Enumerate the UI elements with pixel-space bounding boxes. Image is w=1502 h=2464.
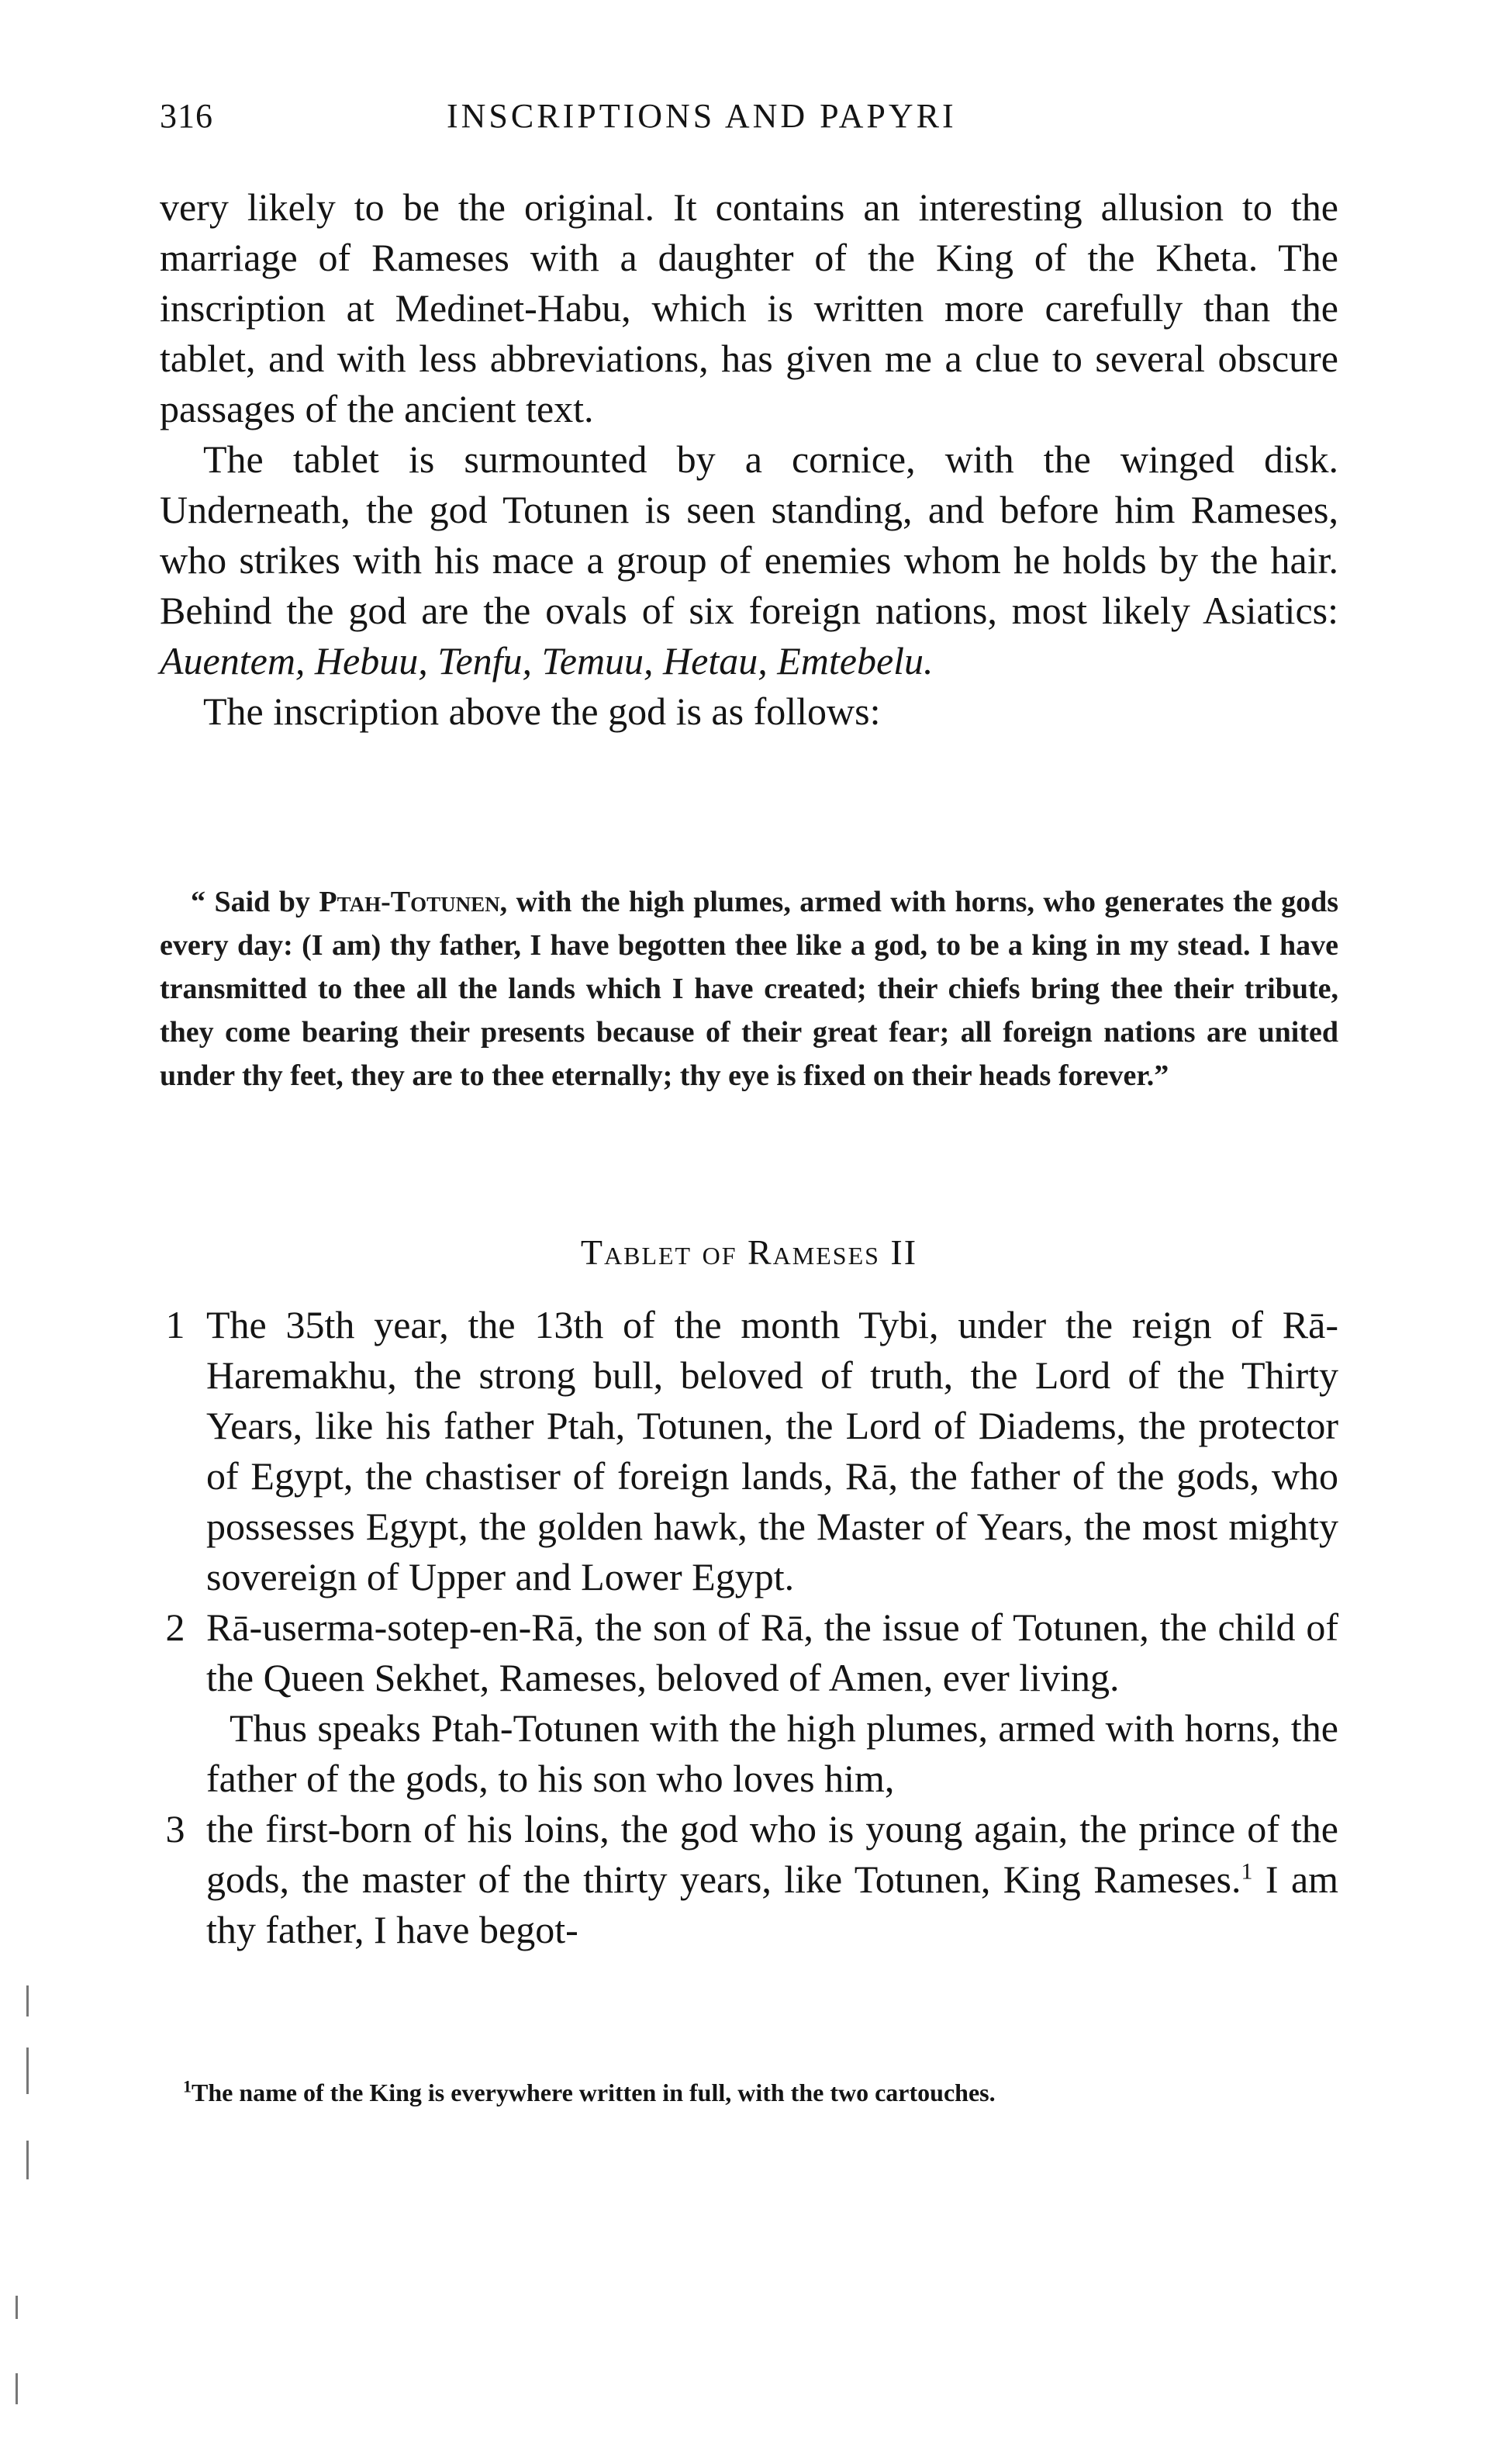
footnote-text: The name of the King is everywhere written in full, with the two cartouches. [192, 2079, 996, 2106]
verse-text: Rā-userma-sotep-en-Rā, the son of Rā, the issue of Totunen, the child of the Queen Sekhet, Rameses, beloved of Amen, ever living. [206, 1605, 1338, 1699]
verse-number: 3 [165, 1807, 185, 1851]
block-quote [160, 880, 1338, 1097]
body-text [160, 182, 1338, 737]
footnote-marker: 1 [183, 2076, 192, 2096]
verse-2 [160, 1602, 1338, 1703]
scan-mark [16, 2296, 18, 2319]
verse-2-continuation: Thus speaks Ptah-Totunen with the high plumes, armed with horns, the father of the gods, to his son who loves him, [206, 1706, 1338, 1800]
verse-text: The 35th year, the 13th of the month Tybi, under the reign of Rā-Haremakhu, the strong bull, beloved of truth, the Lord of the Thirty Years, like his father Ptah, Totunen, the Lord of Diadems, the protector of Egypt, the chastiser of foreign lands, Rā, the father of the gods, who possesses Egypt, the golden hawk, the Master of Years, the most mighty sovereign of Upper and Lower Egypt. [206, 1303, 1338, 1598]
nation-names: Auentem, Hebuu, Tenfu, Temuu, Hetau, Emtebelu. [160, 639, 934, 683]
page-number: 316 [160, 97, 213, 135]
scan-mark [26, 2048, 29, 2094]
tablet-text [160, 1300, 1338, 1955]
quote-open: “ Said by [191, 886, 310, 918]
paragraph-1: very likely to be the original. It contains an interesting allusion to the marriage of Rameses with a daughter of the King of the Kheta. The inscription at Medinet-Habu, which is written more carefully than the tablet, and with less abbreviations, has given me a clue to several obscure passages of the ancient text. [160, 185, 1338, 430]
paragraph-2-text: The tablet is surmounted by a cornice, with the winged disk. Underneath, the god Totunen is seen standing, and before him Rameses, who strikes with his mace a group of enemies whom he holds by the hair. Behind the god are the ovals of six foreign nations, most likely Asiatics: [160, 437, 1338, 632]
verse-text: the first-born of his loins, the god who is young again, the prince of the gods, the master of the thirty years, like Totunen, King Rameses. [206, 1807, 1338, 1901]
running-head: INSCRIPTIONS AND PAPYRI [447, 97, 957, 135]
scan-mark [26, 1985, 29, 2016]
verse-text-continued: I am thy father, I have begot- [206, 1858, 1339, 1951]
verse-number: 1 [165, 1303, 185, 1346]
footnote [183, 2075, 1331, 2110]
section-title: Tablet of Rameses II [580, 1232, 918, 1272]
quote-text: with the high plumes, armed with horns, who generates the gods every day: (I am) thy father, I have begotten thee like a god, to be a king in my stead. I have transmitted to thee all the lands which I have created; their chiefs bring thee their tribute, they come bearing their presents because of their great fear; all foreign nations are united under thy feet, they are to thee eternally; thy eye is fixed on their heads forever.” [160, 886, 1339, 1092]
footnote-reference[interactable]: 1 [1241, 1858, 1253, 1885]
verse-3 [160, 1804, 1338, 1955]
quote-paragraph [160, 880, 1338, 1097]
scan-mark [16, 2373, 18, 2404]
verse-number: 2 [165, 1605, 185, 1649]
verse-1 [160, 1300, 1338, 1602]
paragraph-2 [160, 434, 1338, 686]
paragraph-3: The inscription above the god is as follows: [203, 689, 881, 733]
page-header [160, 96, 1338, 143]
scan-mark [26, 2141, 29, 2179]
quote-speaker: Ptah-Totunen, [319, 886, 508, 918]
